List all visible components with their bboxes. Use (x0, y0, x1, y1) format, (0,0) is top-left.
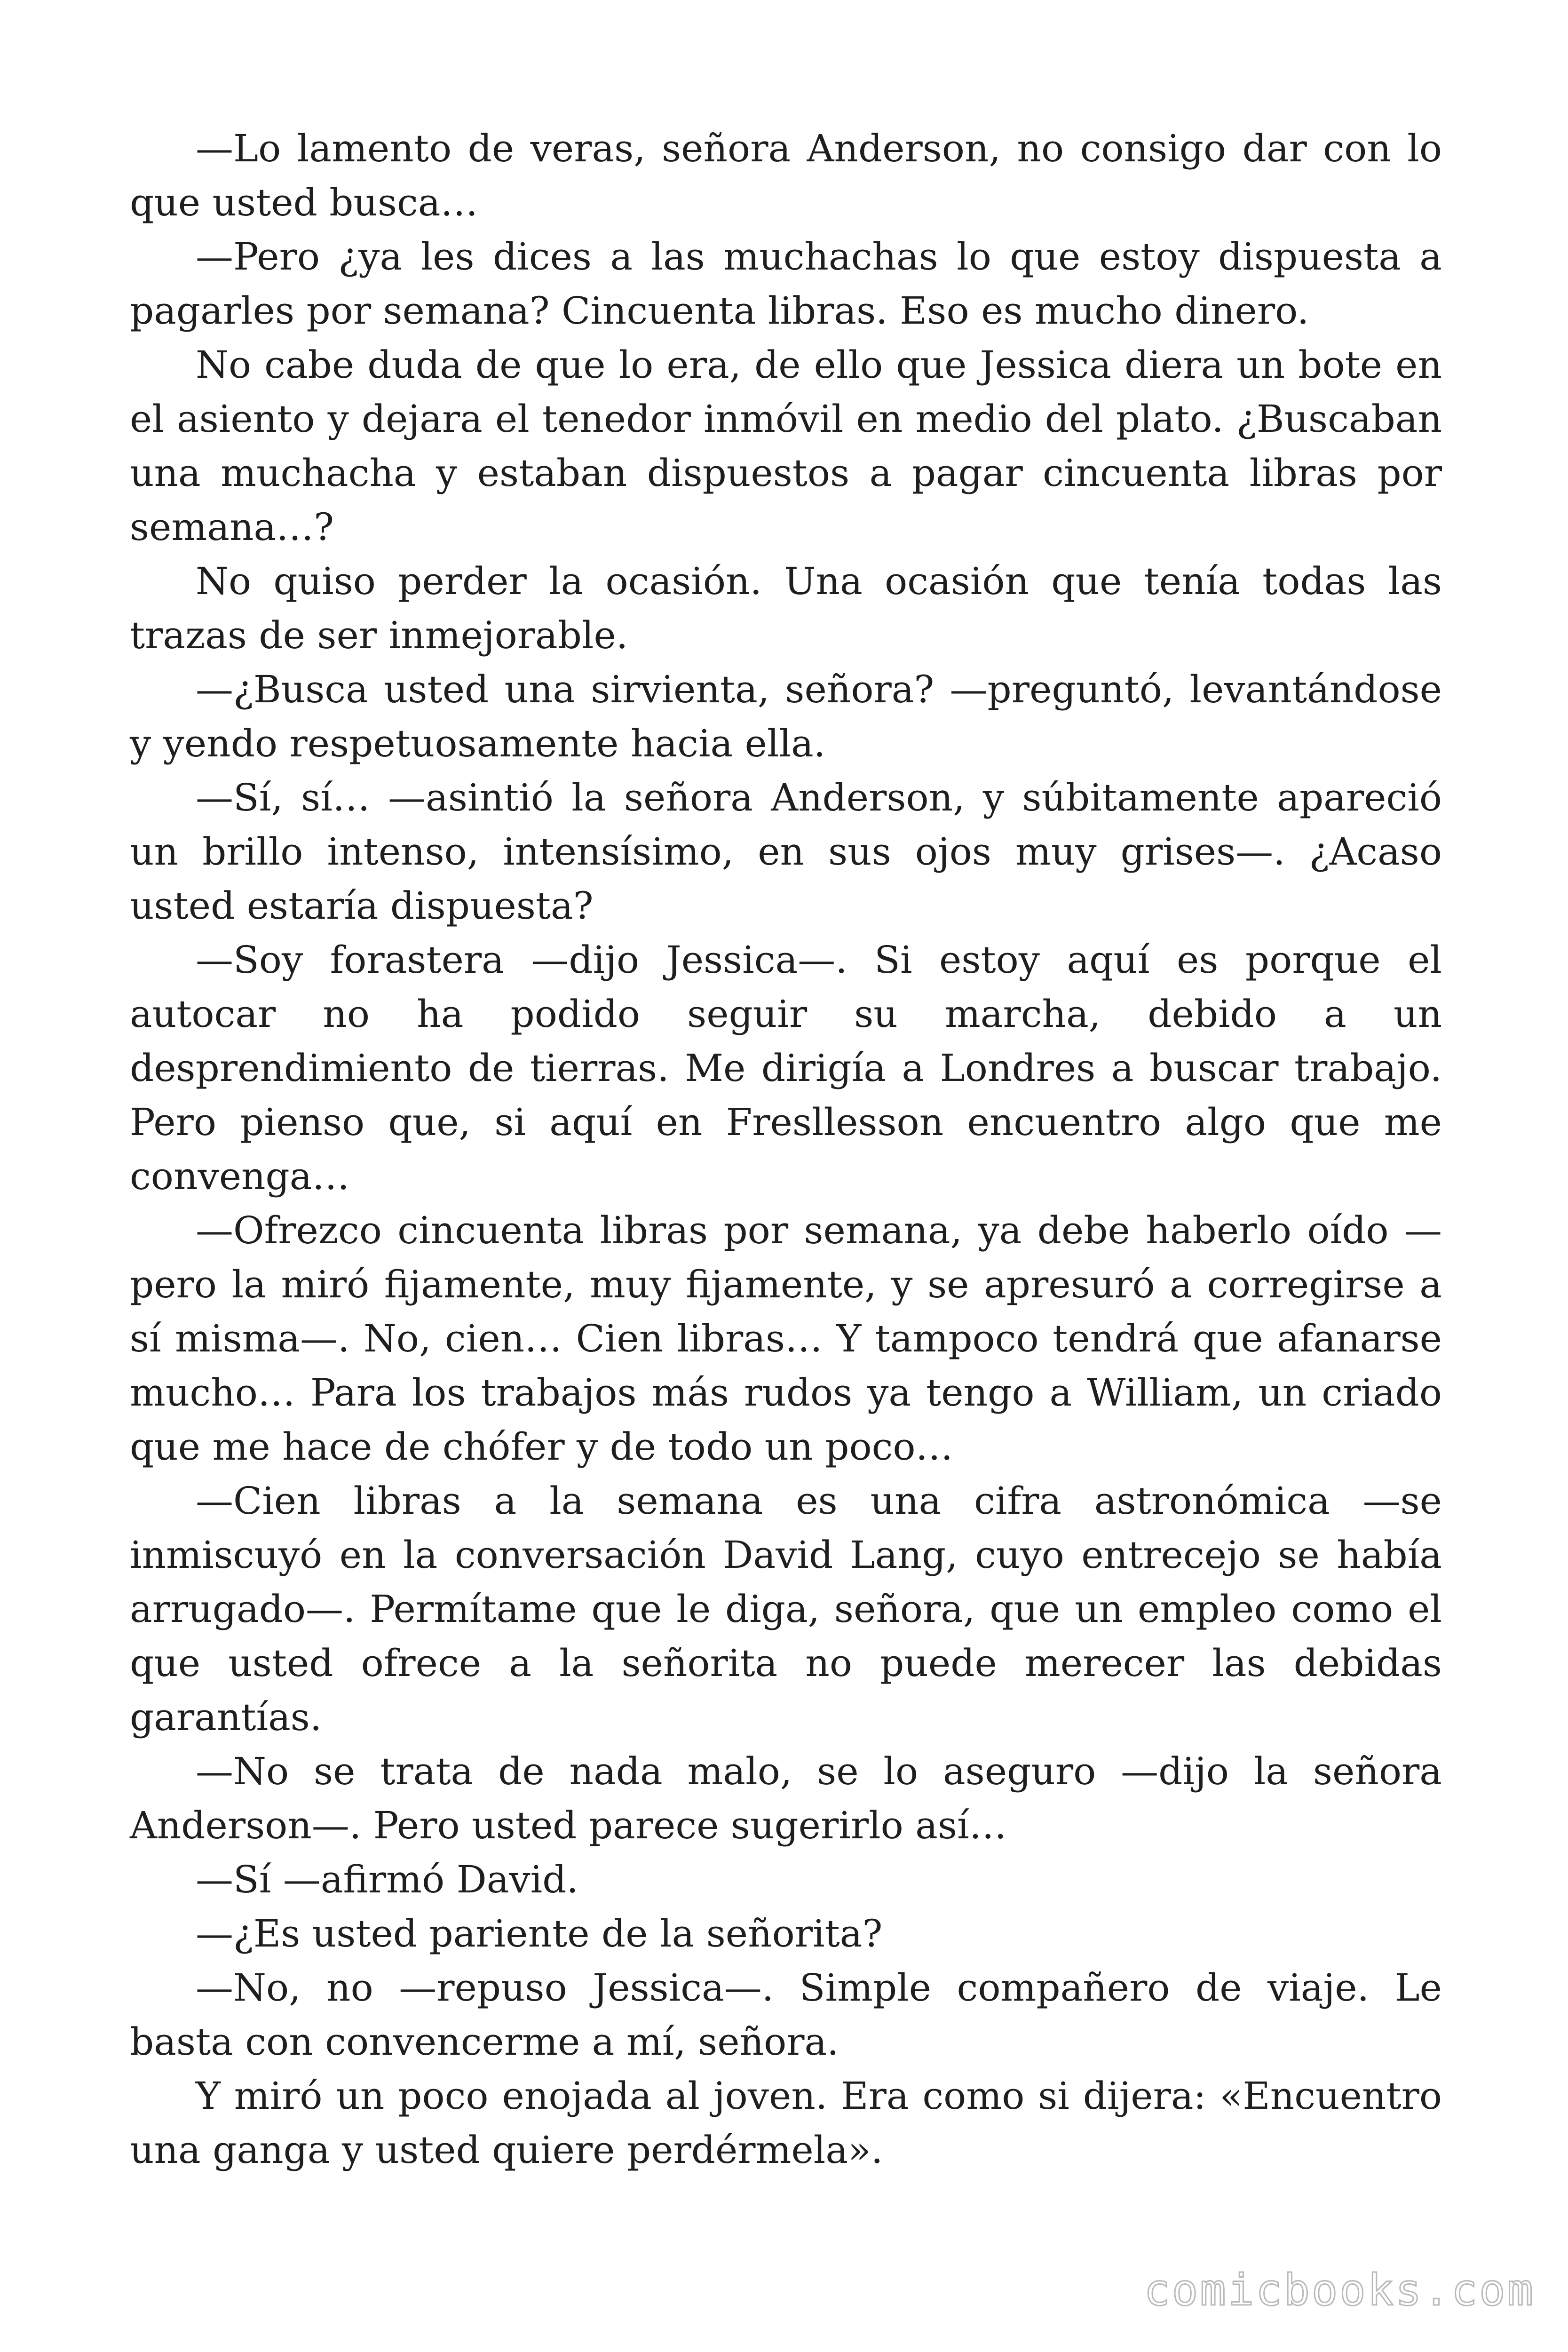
page-text (130, 121, 1442, 2177)
paragraph: —No se trata de nada malo, se lo aseguro —dijo la señora Anderson—. Pero usted parece sugerirlo así… (130, 1749, 1442, 1847)
paragraph: Y miró un poco enojada al joven. Era como si dijera: «Encuentro una ganga y usted quiere perdérmela». (130, 2074, 1442, 2172)
paragraph: —Sí, sí… —asintió la señora Anderson, y súbitamente apareció un brillo intenso, intensísimo, en sus ojos muy grises—. ¿Acaso usted estaría dispuesta? (130, 776, 1442, 928)
paragraph: —¿Busca usted una sirvienta, señora? —preguntó, levantándose y yendo respetuosamente hacia ella. (130, 667, 1442, 765)
paragraph: —Lo lamento de veras, señora Anderson, no consigo dar con lo que usted busca… (130, 127, 1442, 224)
paragraph: —Pero ¿ya les dices a las muchachas lo que estoy dispuesta a pagarles por semana? Cincuenta libras. Eso es mucho dinero. (130, 235, 1442, 333)
paragraph: —Ofrezco cincuenta libras por semana, ya debe haberlo oído —pero la miró fijamente, muy fijamente, y se apresuró a corregirse a sí misma—. No, cien… Cien libras… Y tampoco tendrá que afanarse mucho… Para los trabajos más rudos ya tengo a William, un criado que me hace de chófer y de todo un poco… (130, 1208, 1442, 1469)
paragraph: —Cien libras a la semana es una cifra astronómica —se inmiscuyó en la conversación David Lang, cuyo entrecejo se había arrugado—. Permítame que le diga, señora, que un empleo como el que usted ofrece a la señorita no puede merecer las debidas garantías. (130, 1479, 1442, 1739)
paragraph: —No, no —repuso Jessica—. Simple compañero de viaje. Le basta con convencerme a mí, señora. (130, 1966, 1442, 2064)
paragraph: —¿Es usted pariente de la señorita? (196, 1912, 883, 1955)
paragraph: —Soy forastera —dijo Jessica—. Si estoy aquí es porque el autocar no ha podido seguir su marcha, debido a un desprendimiento de tierras. Me dirigía a Londres a buscar trabajo. Pero pienso que, si aquí en Fresllesson encuentro algo que me convenga… (130, 938, 1442, 1198)
paragraph: No cabe duda de que lo era, de ello que Jessica diera un bote en el asiento y dejara el tenedor inmóvil en medio del plato. ¿Buscaban una muchacha y estaban dispuestos a pagar cincuenta libras por semana…? (130, 343, 1442, 549)
paragraph: No quiso perder la ocasión. Una ocasión que tenía todas las trazas de ser inmejorable. (130, 559, 1442, 657)
paragraph: —Sí —afirmó David. (196, 1858, 578, 1901)
watermark: comicbooks.com (1144, 2265, 1535, 2315)
